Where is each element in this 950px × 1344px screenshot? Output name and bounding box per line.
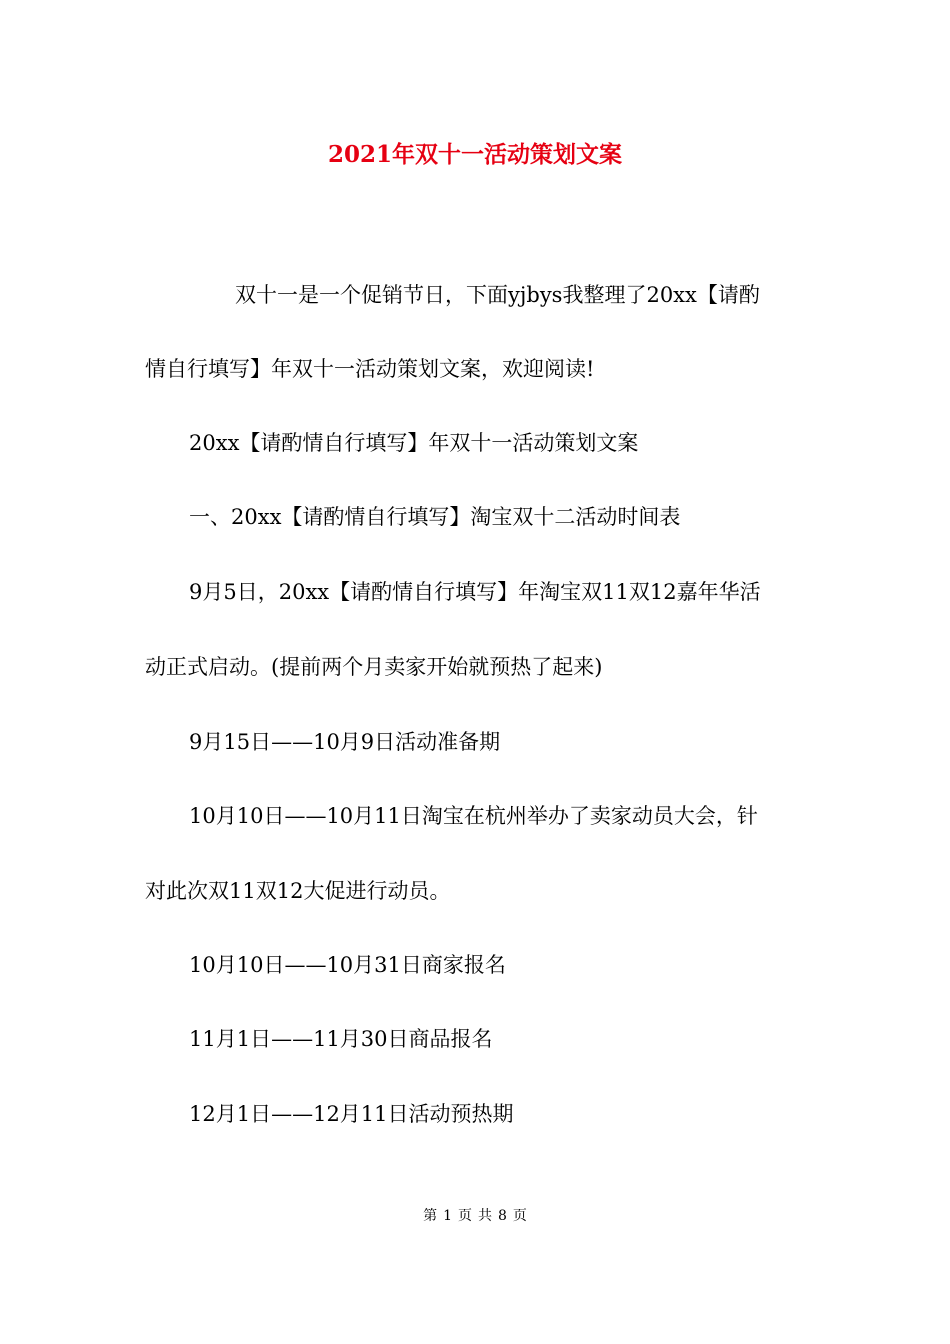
paragraph-line: 12月1日——12月11日活动预热期 bbox=[189, 1102, 514, 1126]
paragraph-line: 20xx【请酌情自行填写】年双十一活动策划文案 bbox=[189, 431, 639, 455]
paragraph-line: 10月10日——10月31日商家报名 bbox=[189, 953, 506, 977]
paragraph-line: 9月5日，20xx【请酌情自行填写】年淘宝双11双12嘉年华活 bbox=[189, 580, 761, 604]
paragraph-line: 11月1日——11月30日商品报名 bbox=[189, 1027, 493, 1051]
paragraph-line: 双十一是一个促销节日，下面yjbys我整理了20xx【请酌 bbox=[235, 283, 760, 307]
paragraph-line: 动正式启动。(提前两个月卖家开始就预热了起来) bbox=[145, 655, 603, 679]
footer-total-pages: 8 bbox=[498, 1208, 507, 1224]
page-footer bbox=[0, 1206, 950, 1226]
document-title: 2021年双十一活动策划文案 bbox=[327, 141, 622, 168]
paragraph-line: 情自行填写】年双十一活动策划文案，欢迎阅读! bbox=[145, 357, 595, 381]
paragraph-line: 一、20xx【请酌情自行填写】淘宝双十二活动时间表 bbox=[189, 505, 681, 529]
paragraph-line: 对此次双11双12大促进行动员。 bbox=[145, 879, 451, 903]
paragraph-line: 9月15日——10月9日活动准备期 bbox=[189, 730, 501, 754]
footer-prefix: 第 bbox=[423, 1208, 438, 1224]
footer-page-word: 页 bbox=[458, 1208, 472, 1224]
footer-total-word: 共 bbox=[478, 1208, 492, 1224]
footer-suffix: 页 bbox=[512, 1208, 527, 1224]
paragraph-line: 10月10日——10月11日淘宝在杭州举办了卖家动员大会，针 bbox=[189, 804, 758, 828]
footer-page-number: 1 bbox=[443, 1208, 452, 1224]
